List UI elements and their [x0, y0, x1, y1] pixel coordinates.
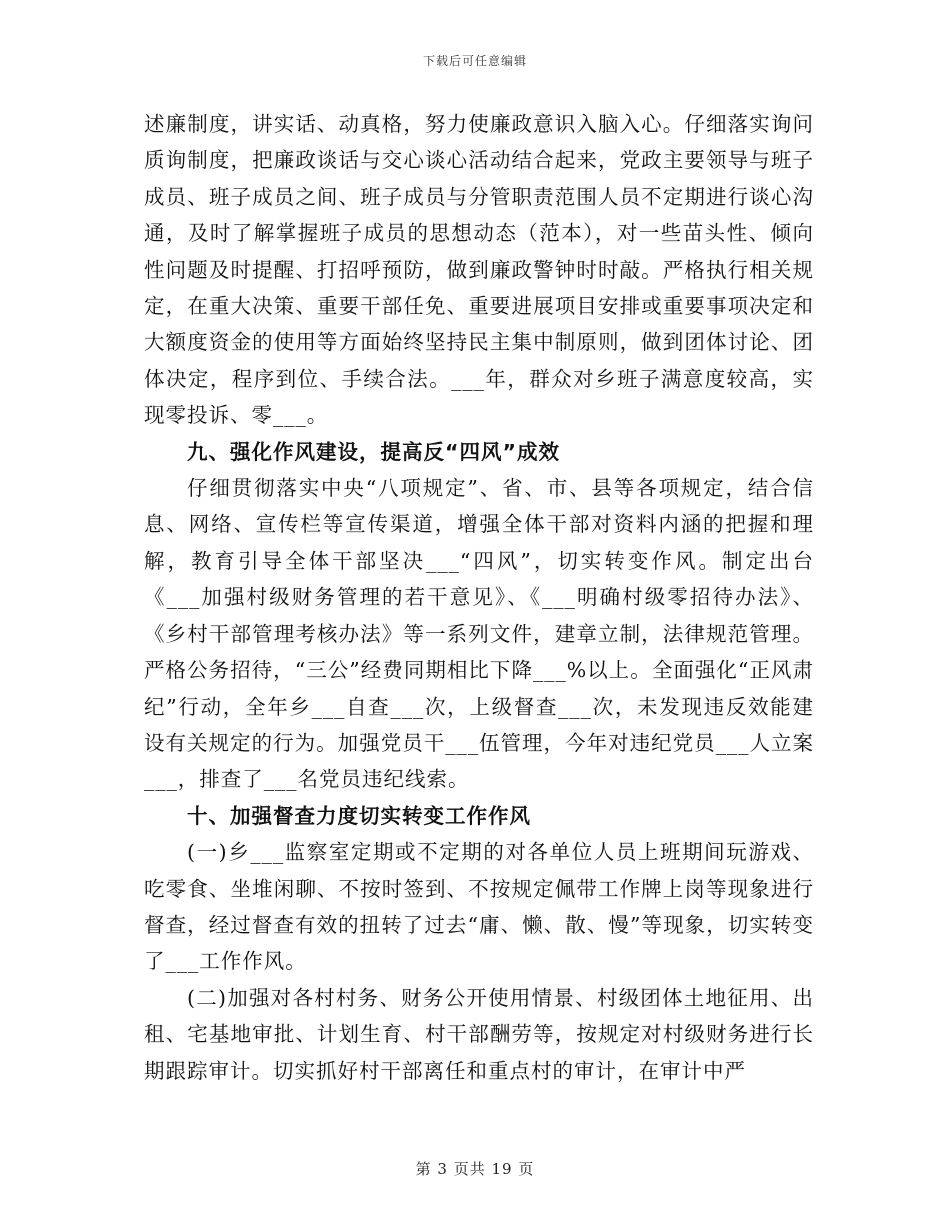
section-heading-9: 九、强化作风建设，提高反“四风”成效: [187, 439, 560, 464]
page-header: 下载后可任意编辑: [422, 54, 527, 68]
page-footer: 第 3 页共 19 页: [415, 1160, 535, 1178]
document-body: [144, 106, 814, 1089]
paragraph-continuation: 述廉制度，讲实话、动真格，努力使廉政意识入脑入心。仔细落实询问质询制度，把廉政谈话与交心谈心活动结合起来，党政主要领导与班子成员、班子成员之间、班子成员与分管职责范围人员不定期进行谈心沟通，及时了解掌握班子成员的思想动态（范本），对一些苗头性、倾向性问题及时提醒、打招呼预防，做到廉政警钟时时敲。严格执行相关规定，在重大决策、重要干部任免、重要进展项目安排或重要事项决定和大额度资金的使用等方面始终坚持民主集中制原则，做到团体讨论、团体决定，程序到位、手续合法。___年，群众对乡班子满意度较高，实现零投诉、零___。: [144, 112, 814, 428]
section-heading-10: 十、加强督查力度切实转变工作作风: [187, 803, 531, 828]
paragraph-section-10-item-2: (二)加强对各村村务、财务公开使用情景、村级团体土地征用、出租、宅基地审批、计划生育、村干部酬劳等，按规定对村级财务进行长期跟踪审计。切实抓好村干部离任和重点村的审计，在审计中严: [144, 985, 814, 1083]
paragraph-section-10-item-1: (一)乡___监察室定期或不定期的对各单位人员上班期间玩游戏、吃零食、坐堆闲聊、不按时签到、不按规定佩带工作牌上岗等现象进行督查，经过督查有效的扭转了过去“庸、懒、散、慢”等现象，切实转变了___工作作风。: [144, 840, 814, 974]
paragraph-section-9: 仔细贯彻落实中央“八项规定”、省、市、县等各项规定，结合信息、网络、宣传栏等宣传渠道，增强全体干部对资料内涵的把握和理解，教育引导全体干部坚决___“四风”，切实转变作风。制定出台《___加强村级财务管理的若干意见》、《___明确村级零招待办法》、《乡村干部管理考核办法》等一系列文件，建章立制，法律规范管理。严格公务招待，“三公”经费同期相比下降___%以上。全面强化“正风肃纪”行动，全年乡___自查___次，上级督查___次，未发现违反效能建设有关规定的行为。加强党员干___伍管理，今年对违纪党员___人立案___，排查了___名党员违纪线索。: [144, 476, 814, 792]
